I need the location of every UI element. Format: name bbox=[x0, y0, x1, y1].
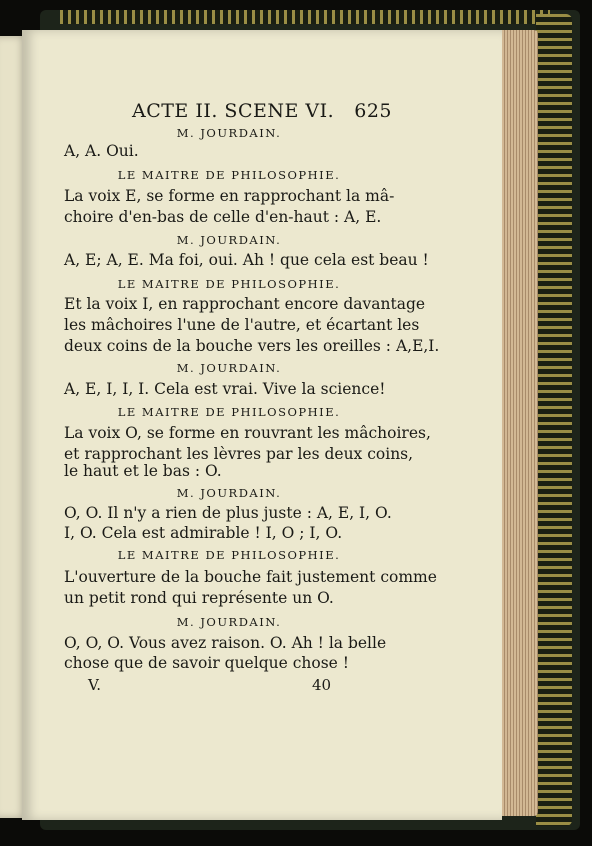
speaker-label: M. JOURDAIN. bbox=[176, 486, 282, 500]
header-title: ACTE II. SCENE VI. bbox=[132, 100, 335, 122]
speaker-label: M. JOURDAIN. bbox=[176, 615, 282, 629]
cover-border-top bbox=[60, 10, 550, 24]
text-line: A, E, I, I, I. Cela est vrai. Vive la science! bbox=[64, 380, 386, 398]
speaker-label: LE MAITRE DE PHILOSOPHIE. bbox=[117, 548, 341, 562]
text-line: La voix E, se forme en rapprochant la mâ- bbox=[64, 187, 395, 205]
text-line: deux coins de la bouche vers les oreilles : A,E,I. bbox=[64, 337, 440, 355]
text-line: O, O. Il n'y a rien de plus juste : A, E, I, O. bbox=[64, 504, 392, 522]
text-line: L'ouverture de la bouche fait justement comme bbox=[64, 568, 437, 586]
page-number: 625 bbox=[354, 100, 392, 122]
speaker-label: LE MAITRE DE PHILOSOPHIE. bbox=[117, 168, 341, 182]
cover-border-edge bbox=[536, 14, 572, 826]
text-line: O, O, O. Vous avez raison. O. Ah ! la belle bbox=[64, 634, 387, 652]
text-line: A, E; A, E. Ma foi, oui. Ah ! que cela est beau ! bbox=[64, 251, 429, 269]
signature-mark: V. bbox=[88, 676, 101, 694]
speaker-label: M. JOURDAIN. bbox=[176, 126, 282, 140]
text-line: choire d'en-bas de celle d'en-haut : A, E. bbox=[64, 208, 382, 226]
text-line: et rapprochant les lèvres par les deux coins, bbox=[64, 445, 414, 463]
text-line: le haut et le bas : O. bbox=[64, 462, 222, 480]
page-edges bbox=[498, 30, 538, 816]
speaker-label: M. JOURDAIN. bbox=[176, 361, 282, 375]
text-line: chose que de savoir quelque chose ! bbox=[64, 654, 349, 672]
text-line: A, A. Oui. bbox=[64, 142, 139, 160]
catchword: 40 bbox=[312, 676, 332, 694]
speaker-label: LE MAITRE DE PHILOSOPHIE. bbox=[117, 405, 341, 419]
text-line: I, O. Cela est admirable ! I, O ; I, O. bbox=[64, 524, 343, 542]
speaker-label: LE MAITRE DE PHILOSOPHIE. bbox=[117, 277, 341, 291]
speaker-label: M. JOURDAIN. bbox=[176, 233, 282, 247]
text-line: La voix O, se forme en rouvrant les mâchoires, bbox=[64, 424, 431, 442]
text-line: Et la voix I, en rapprochant encore davantage bbox=[64, 295, 426, 313]
text-line: les mâchoires l'une de l'autre, et écartant les bbox=[64, 316, 420, 334]
text-line: un petit rond qui représente un O. bbox=[64, 589, 334, 607]
running-header bbox=[132, 100, 392, 122]
